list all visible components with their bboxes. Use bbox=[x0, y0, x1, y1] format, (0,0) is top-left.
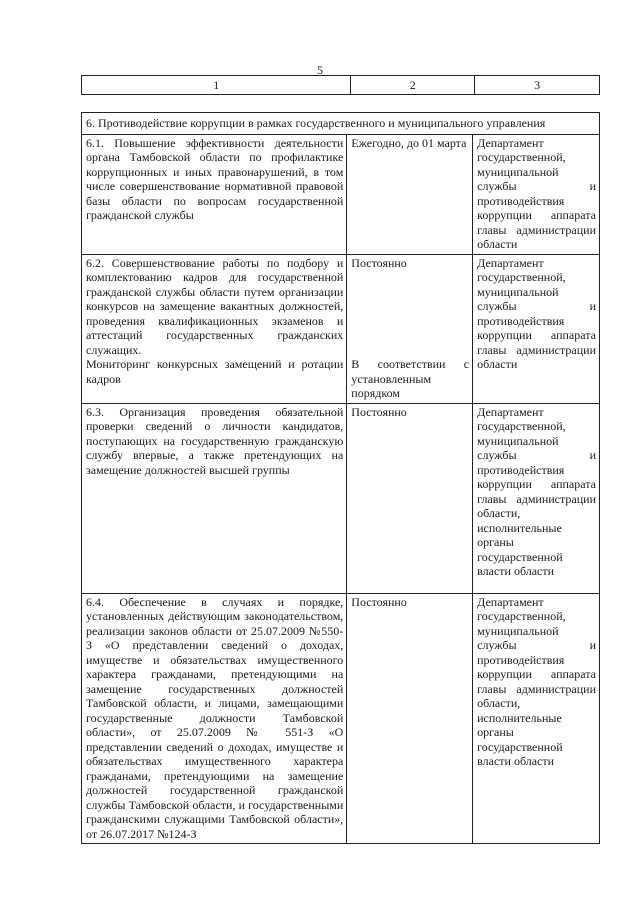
executor-text: Департамент государственной, муниципальной службы и противодействия коррупции аппарата главы администрации области bbox=[477, 255, 596, 371]
term-text: Постоянно bbox=[351, 404, 407, 419]
measure-text: 6.4. Обеспечение в случаях и порядке, установленных действующим законодательством, реализации законов области от 25.07.2009 №550-З «О представлении сведений о доходах, имуществе и обязательствах имущественного характера гражданами, претендующими на замещение государственных должностей Тамбовской области, и лицами, замещающими государственные должности Тамбовской области», от 25.07.2009 № 551-З «О представлении сведений о доходах, имуществе и обязательствах имущественного характера гражданами, претендующими на замещение должностей государственной гражданской службы Тамбовской области, и государственными гражданскими служащими Тамбовской области», от 26.07.2017 №124-З bbox=[86, 594, 344, 841]
table-row bbox=[82, 134, 600, 254]
measure-cell bbox=[82, 593, 347, 844]
term-text: Ежегодно, до 01 марта bbox=[351, 135, 467, 150]
executor-text: Департамент государственной, муниципальной службы и противодействия коррупции аппарата главы администрации области, исполнительные органы государственной власти области bbox=[477, 594, 596, 768]
executor-text: Департамент государственной, муниципальной службы и противодействия коррупции аппарата главы администрации области bbox=[477, 135, 596, 251]
executor-cell bbox=[473, 403, 600, 593]
measure-extra-text: Мониторинг конкурсных замещений и ротации кадров bbox=[86, 357, 344, 386]
executor-cell bbox=[473, 254, 600, 403]
measure-text: 6.1. Повышение эффективности деятельности органа Тамбовской области по профилактике коррупционных и иных правонарушений, в том числе совершенствование нормативной правовой базы области по вопросам государственной гражданской службы bbox=[86, 135, 344, 222]
executor-text: Департамент государственной, муниципальной службы и противодействия коррупции аппарата главы администрации области, исполнительные органы государственной власти области bbox=[477, 404, 596, 578]
measure-cell bbox=[82, 134, 347, 254]
table-row bbox=[82, 254, 600, 403]
term-cell bbox=[347, 403, 473, 593]
term-text: Постоянно bbox=[351, 255, 407, 270]
measure-text: 6.2. Совершенствование работы по подбору и комплектованию кадров для государственной гражданской службы области путем организации конкурсов на замещение вакантных должностей, проведения квалификационных экзаменов и аттестаций государственных гражданских служащих. bbox=[86, 255, 344, 357]
column-number-1: 1 bbox=[82, 76, 351, 95]
column-number-3: 3 bbox=[475, 76, 600, 95]
term-cell bbox=[347, 134, 473, 254]
term-extra-text: В соответствии с установленным порядком bbox=[351, 357, 470, 400]
executor-cell bbox=[473, 593, 600, 844]
term-text: Постоянно bbox=[351, 594, 407, 609]
term-cell bbox=[347, 254, 473, 403]
page-number: 5 bbox=[317, 63, 323, 77]
measure-text: 6.3. Организация проведения обязательной проверки сведений о личности кандидатов, поступающих на государственную гражданскую службу впервые, а также претендующих на замещение должностей высшей группы bbox=[86, 404, 344, 477]
measure-cell bbox=[82, 254, 347, 403]
term-cell bbox=[347, 593, 473, 844]
column-number-2: 2 bbox=[351, 76, 475, 95]
column-number-header bbox=[81, 75, 600, 95]
measure-cell bbox=[82, 403, 347, 593]
section-header-row bbox=[82, 113, 600, 135]
section-title: 6. Противодействие коррупции в рамках государственного и муниципального управления bbox=[82, 113, 600, 135]
measures-table bbox=[81, 112, 600, 844]
table-row bbox=[82, 403, 600, 593]
executor-cell bbox=[473, 134, 600, 254]
table-row bbox=[82, 593, 600, 844]
